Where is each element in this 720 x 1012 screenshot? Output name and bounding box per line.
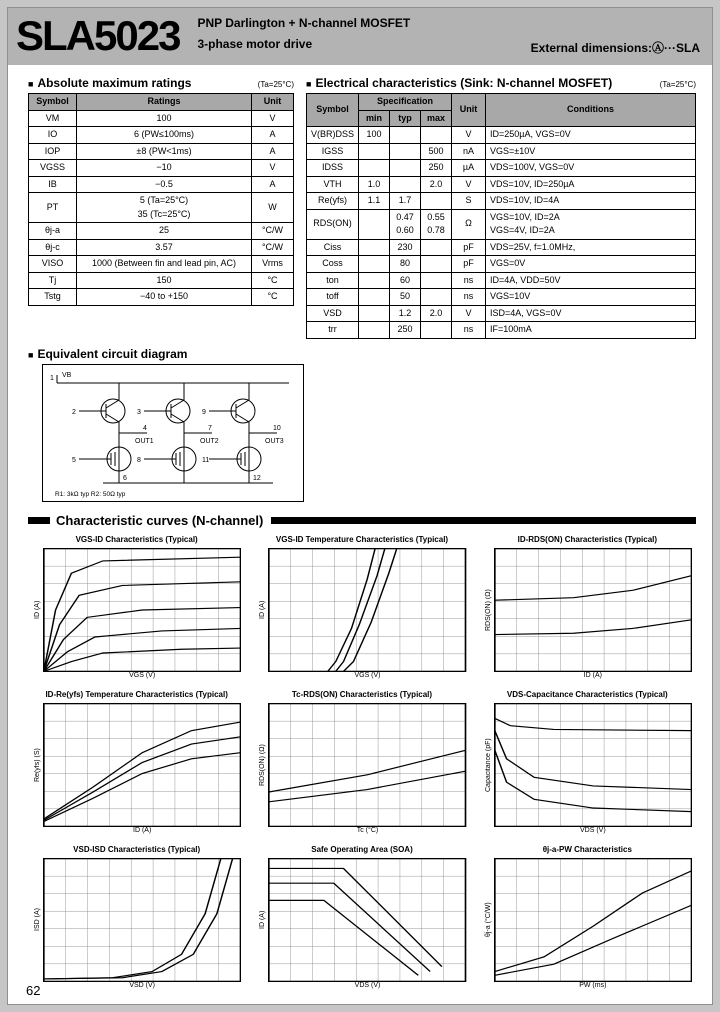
description-line-1: PNP Darlington + N-channel MOSFET xyxy=(197,16,411,30)
chart-id-rdson xyxy=(483,535,692,682)
chart-title: VDS-Capacitance Characteristics (Typical) xyxy=(506,689,668,699)
col-symbol: Symbol xyxy=(29,94,77,111)
equivalent-circuit-svg xyxy=(43,365,303,501)
table-row: VGSS −10 V xyxy=(29,160,294,177)
table-row: ton 60 ns ID=4A, VDD=50V xyxy=(307,272,696,289)
y-axis-label: ID (A) xyxy=(34,600,41,619)
x-axis-label: ID (A) xyxy=(583,671,602,679)
pin-1-label: 1 xyxy=(50,374,54,382)
pin-12-label: 12 xyxy=(253,474,261,482)
x-axis-label: VDS (V) xyxy=(354,981,381,989)
chart-title: VGS-ID Temperature Characteristics (Typical) xyxy=(275,534,449,544)
section-bullet-icon: ■ xyxy=(306,79,312,89)
chart-body xyxy=(32,858,241,982)
table-row: PT 5 (Ta=25°C) 35 (Tc=25°C) W xyxy=(29,193,294,223)
chart-vgs-id-temp xyxy=(257,535,466,682)
y-axis-label: ID (A) xyxy=(259,600,267,619)
plot-area xyxy=(268,703,466,827)
chart-body xyxy=(32,703,241,827)
resistor-values-note: R1: 3kΩ typ R2: 50Ω typ xyxy=(55,490,126,498)
abs-max-table xyxy=(28,93,294,306)
plot-area xyxy=(494,703,692,827)
x-axis-label: VSD (V) xyxy=(129,981,155,989)
description-line-2: 3-phase motor drive xyxy=(197,37,313,51)
chart-title: θj-a-PW Characteristics xyxy=(542,844,632,854)
plot-area xyxy=(43,703,241,827)
table-header-row xyxy=(307,94,696,111)
chart-title: VGS-ID Characteristics (Typical) xyxy=(75,534,198,544)
elec-title: Electrical characteristics (Sink: N-channel MOSFET) xyxy=(315,76,613,90)
chart-vgs-id xyxy=(32,535,241,682)
chart-title: Tc-RDS(ON) Characteristics (Typical) xyxy=(291,689,433,699)
x-axis-label: Tc (°C) xyxy=(356,826,379,834)
col-typ: typ xyxy=(390,110,421,127)
table-row: VM 100 V xyxy=(29,110,294,127)
y-axis-label: ID (A) xyxy=(259,910,267,929)
elec-table-body xyxy=(307,127,696,339)
part-description xyxy=(197,8,410,65)
equivalent-circuit-section xyxy=(28,347,696,502)
chart-title: ID-Re(yfs) Temperature Characteristics (Typical) xyxy=(45,689,228,699)
characteristic-curves-title: Characteristic curves (N-channel) xyxy=(56,512,264,528)
page-content xyxy=(8,65,712,992)
page-header xyxy=(8,8,712,65)
table-row: Re(yfs) 1.1 1.7 S VDS=10V, ID=4A xyxy=(307,193,696,210)
plot-area xyxy=(268,858,466,982)
chart-thja-pw xyxy=(483,845,692,992)
part-number: SLA5023 xyxy=(16,12,180,59)
y-axis-label: RDS(ON) (Ω) xyxy=(484,588,492,631)
table-row: IO 6 (PW≤100ms) A xyxy=(29,127,294,144)
x-axis-label: VGS (V) xyxy=(354,671,381,679)
pin-7-label: 7 xyxy=(208,424,212,432)
x-axis-label: PW (ms) xyxy=(579,981,607,989)
circuit-wiring xyxy=(57,375,289,483)
pin-11-label: 11 xyxy=(202,456,210,464)
pin-4-label: 4 xyxy=(143,424,147,432)
circuit-diagram-box xyxy=(42,364,304,502)
chart-body xyxy=(257,703,466,827)
chart-body xyxy=(483,703,692,827)
abs-max-table-body xyxy=(29,110,294,305)
pin-5-label: 5 xyxy=(72,456,76,464)
section-heading xyxy=(28,347,696,361)
out2-label: OUT2 xyxy=(200,437,219,445)
col-conditions: Conditions xyxy=(486,94,696,127)
x-axis-label: VDS (V) xyxy=(579,826,606,834)
external-dimensions-note: External dimensions:Ⓐ···SLA xyxy=(530,41,700,55)
section-bullet-icon: ■ xyxy=(28,79,34,89)
x-axis-label: VGS (V) xyxy=(129,671,156,679)
plot-area xyxy=(43,548,241,672)
abs-max-title: Absolute maximum ratings xyxy=(37,76,192,90)
elec-temp-note: (Ta=25°C) xyxy=(659,80,696,89)
table-row: toff 50 ns VGS=10V xyxy=(307,289,696,306)
y-axis-label: RDS(ON) (Ω) xyxy=(259,743,267,786)
chart-body xyxy=(257,548,466,672)
chart-tc-rdson xyxy=(257,690,466,837)
table-row: Ciss 230 pF VDS=25V, f=1.0MHz, xyxy=(307,239,696,256)
table-row: RDS(ON) 0.47 0.60 0.55 0.78 Ω VGS=10V, ID=2A VGS=4V, ID=2A xyxy=(307,209,696,239)
plot-area xyxy=(268,548,466,672)
charts-grid xyxy=(28,535,696,992)
col-specification: Specification xyxy=(359,94,452,111)
electrical-characteristics-section xyxy=(306,76,696,339)
table-row: θj-a 25 °C/W xyxy=(29,223,294,240)
table-row: VSD 1.2 2.0 V ISD=4A, VGS=0V xyxy=(307,305,696,322)
x-axis-label: ID (A) xyxy=(133,826,152,834)
plot-area xyxy=(494,548,692,672)
electrical-characteristics-table xyxy=(306,93,696,339)
chart-vsd-isd xyxy=(32,845,241,992)
table-row: IB −0.5 A xyxy=(29,176,294,193)
table-row: Tstg −40 to +150 °C xyxy=(29,289,294,306)
col-unit: Unit xyxy=(452,94,486,127)
characteristic-curves-header xyxy=(28,513,696,528)
y-axis-label: θj-a (°C/W) xyxy=(484,902,492,937)
col-symbol: Symbol xyxy=(307,94,359,127)
header-rule-right xyxy=(271,517,696,524)
table-row: VTH 1.0 2.0 V VDS=10V, ID=250µA xyxy=(307,176,696,193)
pin-3-label: 3 xyxy=(137,408,141,416)
section-heading xyxy=(306,76,696,90)
pin-2-label: 2 xyxy=(72,408,76,416)
out3-label: OUT3 xyxy=(265,437,284,445)
col-ratings: Ratings xyxy=(77,94,252,111)
pin-9-label: 9 xyxy=(202,408,206,416)
chart-body xyxy=(257,858,466,982)
col-max: max xyxy=(421,110,452,127)
table-row: Coss 80 pF VGS=0V xyxy=(307,256,696,273)
plot-area xyxy=(43,858,241,982)
col-min: min xyxy=(359,110,390,127)
y-axis-label: ISD (A) xyxy=(34,908,41,931)
header-rule-left xyxy=(28,517,50,524)
table-row: IGSS 500 nA VGS=±10V xyxy=(307,143,696,160)
y-axis-label: Re(yfs) (S) xyxy=(34,747,41,782)
table-row: trr 250 ns IF=100mA xyxy=(307,322,696,339)
section-heading xyxy=(28,76,294,90)
table-row: θj-c 3.57 °C/W xyxy=(29,239,294,256)
y-axis-label: Capacitance (pF) xyxy=(484,737,492,792)
table-row: VISO 1000 (Between fin and lead pin, AC) Vrms xyxy=(29,256,294,273)
vb-label: VB xyxy=(62,371,72,379)
pin-10-label: 10 xyxy=(273,424,281,432)
abs-max-table-head xyxy=(29,94,294,111)
plot-area xyxy=(494,858,692,982)
circuit-title: Equivalent circuit diagram xyxy=(37,346,188,361)
chart-body xyxy=(483,858,692,982)
chart-soa xyxy=(257,845,466,992)
chart-id-reyfs xyxy=(32,690,241,837)
out1-label: OUT1 xyxy=(135,437,154,445)
table-row: Tj 150 °C xyxy=(29,272,294,289)
datasheet-page xyxy=(7,7,713,1005)
chart-body xyxy=(32,548,241,672)
pin-6-label: 6 xyxy=(123,474,127,482)
table-header-row xyxy=(29,94,294,111)
chart-title: Safe Operating Area (SOA) xyxy=(311,844,413,854)
table-row: IOP ±8 (PW<1ms) A xyxy=(29,143,294,160)
elec-table-head xyxy=(307,94,696,127)
page-number: 62 xyxy=(26,983,41,998)
chart-title: ID-RDS(ON) Characteristics (Typical) xyxy=(517,534,658,544)
table-row: V(BR)DSS 100 V ID=250µA, VGS=0V xyxy=(307,127,696,144)
chart-vds-capacitance xyxy=(483,690,692,837)
chart-body xyxy=(483,548,692,672)
absolute-maximum-ratings-section xyxy=(28,76,294,306)
col-unit: Unit xyxy=(252,94,294,111)
abs-max-temp-note: (Ta=25°C) xyxy=(257,80,294,89)
pin-8-label: 8 xyxy=(137,456,141,464)
table-row: IDSS 250 µA VDS=100V, VGS=0V xyxy=(307,160,696,177)
chart-title: VSD-ISD Characteristics (Typical) xyxy=(73,844,201,854)
section-bullet-icon: ■ xyxy=(28,349,34,360)
ratings-and-characteristics xyxy=(28,76,696,339)
